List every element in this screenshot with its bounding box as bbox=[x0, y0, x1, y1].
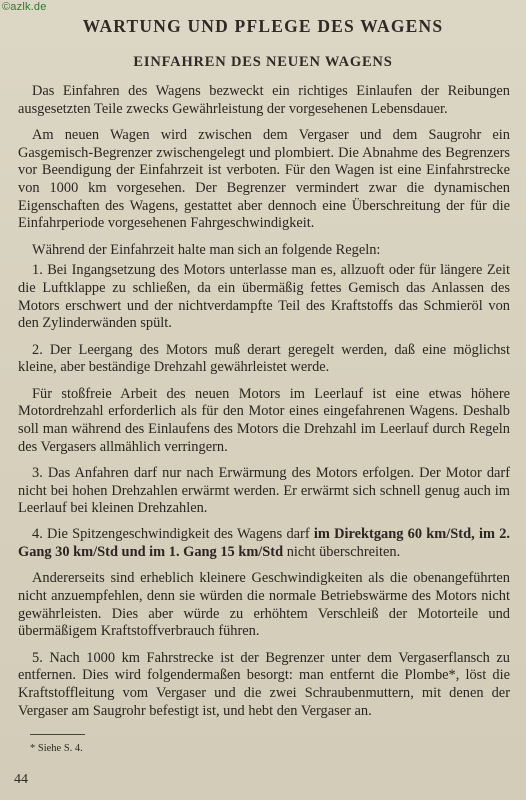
watermark-text: ©azlk.de bbox=[2, 1, 47, 13]
paragraph: Am neuen Wagen wird zwischen dem Vergaser und dem Saugrohr ein Gasgemisch-Begrenzer zwischengelegt und plombiert. Die Abnahme des Begrenzers vor Beendigung der Einfahrzeit ist verboten. Für den Wagen ist eine Einfahrstrecke von 1000 km vorgesehen. Der Begrenzer vermindert zwar die dynamischen Eigenschaften des Wagens, gestattet aber dennoch eine Überschreitung der für die Einfahrperiode vorgesehenen Fahrgeschwindigkeit. bbox=[18, 126, 510, 232]
paragraph-speed-limits bbox=[18, 526, 510, 561]
paragraph: 3. Das Anfahren darf nur nach Erwärmung des Motors erfolgen. Der Motor darf nicht bei hohen Drehzahlen erwärmt werden. Er erwärmt sich schnell genug auch im Leerlauf bei kleinen Drehzahlen. bbox=[18, 464, 510, 517]
paragraph: Das Einfahren des Wagens bezweckt ein richtiges Einlaufen der Reibungen ausgesetzten Teile zwecks Gewährleistung der vorgesehenen Lebensdauer. bbox=[18, 83, 510, 117]
section-title: EINFAHREN DES NEUEN WAGENS bbox=[133, 54, 393, 70]
footnote: * Siehe S. 4. bbox=[30, 743, 83, 754]
paragraph: Während der Einfahrzeit halte man sich an folgende Regeln: bbox=[32, 241, 381, 258]
paragraph: 2. Der Leergang des Motors muß derart geregelt werden, daß eine möglichst kleine, aber beständige Drehzahl gewährleistet werde. bbox=[18, 341, 510, 376]
paragraph: Für stoßfreie Arbeit des neuen Motors im Leerlauf ist eine etwas höhere Motordrehzahl erforderlich als für den Motor eines eingefahrenen Wagens. Deshalb soll man während des Einlaufens des Motors die Drehzahl im Leerlauf durch Regeln des Vergasers allmählich verringern. bbox=[18, 385, 510, 455]
paragraph: 5. Nach 1000 km Fahrstrecke ist der Begrenzer unter dem Vergaserflansch zu entfernen. Dies wird folgendermaßen besorgt: man entfernt die Plombe*, löst die Kraftstoffleitung vom Vergaser und die zwei Schraubenmuttern, mit denen der Vergaser am Saugrohr befestigt ist, und hebt den Vergaser an. bbox=[18, 649, 510, 719]
page-number: 44 bbox=[14, 772, 28, 787]
paragraph-lead: 4. Die Spitzengeschwindigkeit des Wagens darf bbox=[32, 526, 314, 543]
paragraph-tail: nicht überschreiten. bbox=[283, 544, 401, 561]
paragraph-bold-speeds: im Direktgang 60 km/Std, im 2. Gang 30 km/Std und im 1. Gang 15 km/Std bbox=[18, 526, 510, 561]
paragraph: Andererseits sind erheblich kleinere Geschwindigkeiten als die obenangeführten nicht anzuempfehlen, denn sie würden die normale Betriebswärme des Motors nicht gewährleisten. Dies aber würde zu erhöhtem Verschleiß der Motorteile und übermäßigem Kraftstoffverbrauch führen. bbox=[18, 570, 510, 640]
body-text bbox=[18, 83, 510, 729]
footnote-divider bbox=[30, 734, 85, 735]
chapter-title: WARTUNG UND PFLEGE DES WAGENS bbox=[82, 16, 444, 36]
paragraph: 1. Bei Ingangsetzung des Motors unterlasse man es, allzuoft oder für längere Zeit die Luftklappe zu schließen, da ein übermäßig fettes Gemisch das Anlassen des Motors erschwert und der nichtverdampfte Teil des Kraftstoffs das Schmieröl von den Zylinderwänden spült. bbox=[18, 262, 510, 332]
